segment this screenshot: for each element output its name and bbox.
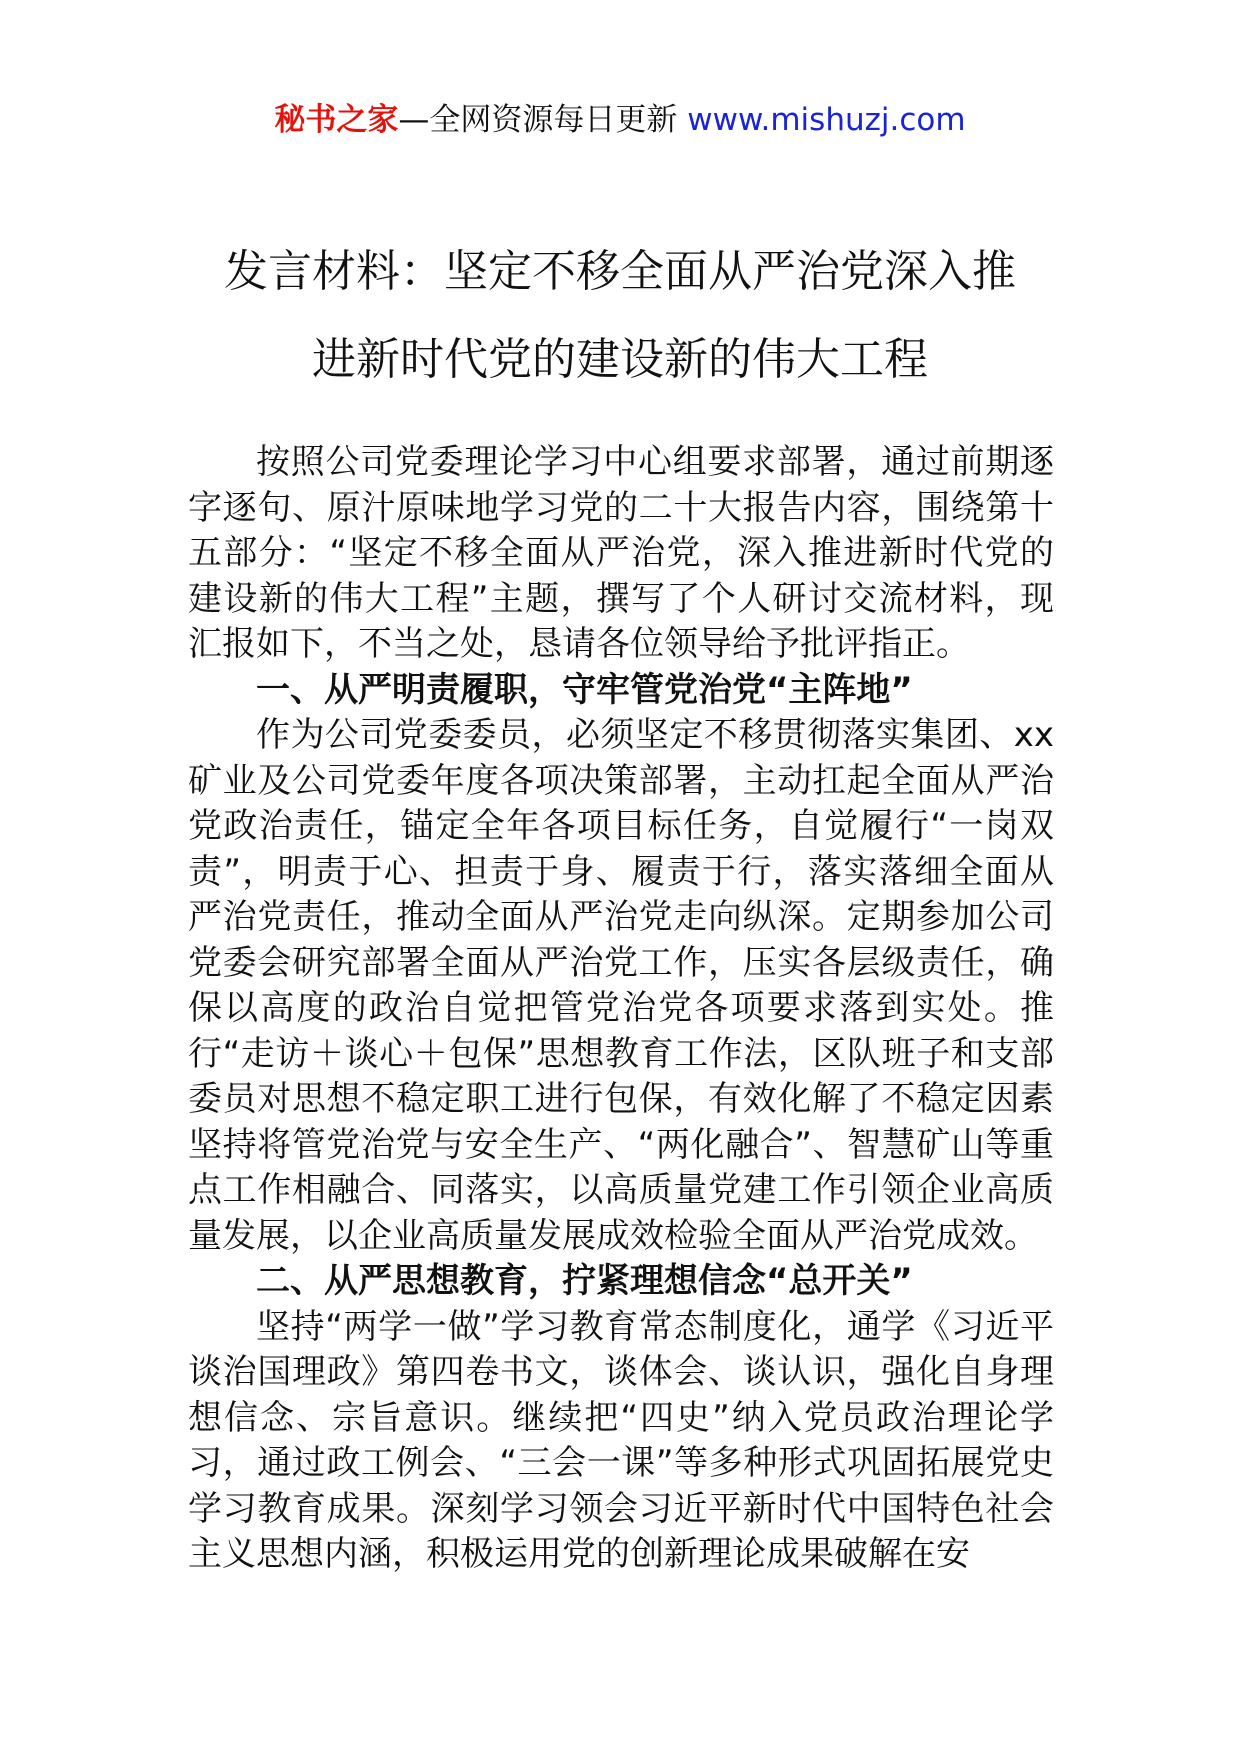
section-2-paragraph: 坚持“两学一做”学习教育常态制度化，通学《习近平谈治国理政》第四卷书文，谈体会、谈认识，强化自身理想信念、宗旨意识。继续把“四史”纳入党员政治理论学习，通过政工例会、“三会一课”等多种形式巩固拓展党史学习教育成果。深刻学习领会习近平新时代中国特色社会主义思想内涵，积极运用党的创新理论成果破解在安	[188, 1306, 1054, 1574]
section-1-paragraph: 作为公司党委委员，必须坚定不移贯彻落实集团、xx矿业及公司党委年度各项决策部署，主动扛起全面从严治党政治责任，锚定全年各项目标任务，自觉履行“一岗双责”，明责于心、担责于身、履责于行，落实落细全面从严治党责任，推动全面从严治党走向纵深。定期参加公司党委会研究部署全面从严治党工作，压实各层级责任，确保以高度的政治自觉把管党治党各项要求落到实处。推行“走访＋谈心＋包保”思想教育工作法，区队班子和支部委员对思想不稳定职工进行包保，有效化解了不稳定因素坚持将管党治党与安全生产、“两化融合”、智慧矿山等重点工作相融合、同落实，以高质量党建工作引领企业高质量发展，以企业高质量发展成效检验全面从严治党成效。	[188, 715, 1054, 1256]
site-header	[0, 98, 1240, 142]
section-heading-1: 一、从严明责履职，守牢管党治党“主阵地”	[256, 669, 913, 710]
title-line-1: 发言材料：坚定不移全面从严治党深入推	[224, 246, 1016, 297]
header-tagline: —全网资源每日更新	[398, 102, 688, 138]
brand-name: 秘书之家	[274, 102, 399, 138]
site-url-link[interactable]: www.mishuzj.com	[687, 102, 966, 138]
section-heading-2: 二、从严思想教育，拧紧理想信念“总开关”	[256, 1261, 913, 1301]
document-title	[140, 228, 1100, 404]
intro-paragraph: 按照公司党委理论学习中心组要求部署，通过前期逐字逐句、原汁原味地学习党的二十大报告内容，围绕第十五部分：“坚定不移全面从严治党，深入推进新时代党的建设新的伟大工程”主题，撰写了个人研讨交流材料，现汇报如下，不当之处，恳请各位领导给予批评指正。	[188, 442, 1054, 664]
document-body	[188, 440, 1054, 1578]
title-line-2: 进新时代党的建设新的伟大工程	[312, 334, 928, 385]
